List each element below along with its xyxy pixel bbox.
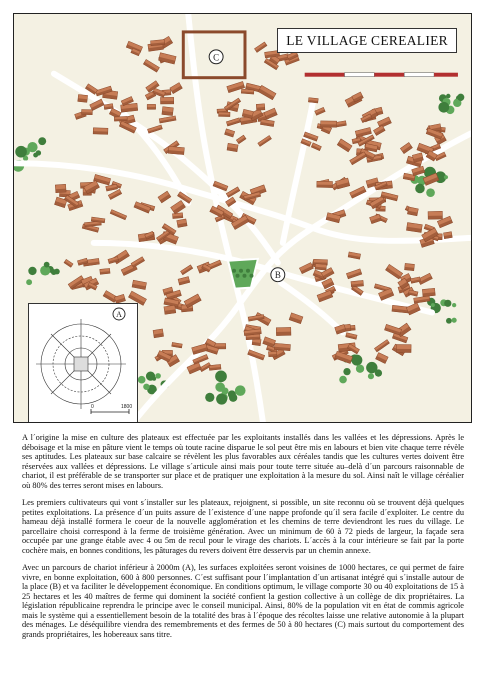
tree-clump (452, 318, 457, 323)
tree-clump (27, 142, 37, 152)
tree-clump (216, 394, 227, 405)
square-tree (236, 274, 240, 278)
village-map (13, 13, 472, 423)
tree-clump (452, 303, 456, 307)
tree-clump (446, 318, 452, 324)
square-tree (239, 269, 243, 273)
tree-clump (221, 388, 228, 395)
inset-scale (91, 404, 132, 414)
paragraph-1: A l´origine la mise en culture des plateaux est effectuée par les exploitants installés dans les vallées et les dépressions. Après le déboisage et la mise en pâture vient le temps où toute racine disparue le sol peut être mis en labours et bien vite chaque terre révèle ses aptitudes. Les plateaux sur base calcaire se révèlent les plus favorables aux céréales tandis que les cultures vertes doivent être réservées aux vallées et dépressions. Le village s´articule ainsi mais pour toute terre située au–delà d´un parcours raisonnable de chariot, il est préférable de se transporter sur place et de pratiquer une exploitation à la mesure du sol. Ainsi naît le village céréalier où 80% des terres seront mises en labours. (22, 433, 464, 490)
tree-clump (431, 303, 435, 307)
paragraph-3: Avec un parcours de chariot inférieur à 2000m (A), les surfaces exploitées seront voisines de 1000 hectares, ce qui permet de faire vivre, en bonne exploitation, 600 à 800 personnes. C´est suffisant pour l´implantation d´un artisanat intégré qui s´installe autour de la place (B) et va faciliter le développement économique. En conditions optimum, le village comporte 30 ou 40 exploitations de 15 à 25 hectares et les 40 maîtres de ferme qui dominent la société confient la gestion collective à un collège de dix propriétaires. La législation républicaine reprendra le principe avec le conseil municipal. Ainsi, 80% de la population vit en état de commis agricole mais le système qui a essentiellement besoin de la totalité des bras à l´époque des récoltes laisse une relative autonomie à la plupart des ménages. Le déséquilibre viendra des remembrements et des fermes de 50 à 80 hectares (C) mais surtout du comportement des grands propriétaires, les hobereaux sans titre. (22, 563, 464, 639)
tree-clump (446, 94, 450, 98)
tree-clump (28, 267, 36, 275)
tree-clump (339, 376, 347, 384)
farm-building (315, 264, 326, 270)
svg-text:C: C (213, 52, 220, 63)
farm-building (209, 364, 221, 370)
farm-building (276, 327, 291, 335)
tree-clump (15, 146, 27, 158)
farm-building (396, 345, 411, 353)
tree-clump (368, 373, 374, 379)
farm-building (114, 116, 127, 121)
descriptive-text (22, 433, 464, 647)
farm-building (177, 219, 187, 228)
inset-radius-map (28, 303, 138, 423)
tree-clump (228, 390, 236, 398)
svg-text:1800: 1800 (121, 404, 133, 410)
square-tree (249, 274, 253, 278)
farm-building (168, 146, 184, 154)
inset-diagram (29, 304, 137, 422)
tree-clump (444, 300, 451, 307)
farm-building (268, 351, 277, 357)
paragraph-2: Les premiers cultivateurs qui vont s´installer sur les plateaux, rejoignent, si possible, un site reconnu où se trouvent déjà quelques petites exploitations. La présence d´un puits assure de l´existence d´une nappe profonde qu´il sera facile d´exploiter. Le centre du hameau déjà installé formera le coeur de la nouvelle agglomération et les chemins de terre deviendront les rues du village. Le parcellaire choisi correspond à la ferme de troisième génération. Avec un minimum de 60 à 72 pieds de largeur, la façade sera occupée par une grange étable avec 4 ou 5m de recul pour le virage des chariots. L´accès à la cour intérieure se fait par la porte cochère mais, en bonnes conditions, les pâturages du revers doivent être desservis par un chemin annexe. (22, 498, 464, 555)
tree-clump (205, 393, 214, 402)
farm-building (100, 268, 110, 274)
svg-text:0: 0 (91, 404, 94, 410)
map-title: LE VILLAGE CEREALIER (277, 28, 457, 53)
tree-clump (457, 94, 464, 101)
farm-building (151, 40, 165, 46)
tree-clump (438, 102, 449, 113)
farm-building (274, 343, 290, 351)
tree-clump (215, 370, 227, 382)
farm-building (55, 184, 66, 192)
svg-text:B: B (274, 270, 281, 281)
marker-c (209, 50, 223, 64)
farm-building (321, 121, 337, 127)
tree-clump (444, 175, 448, 179)
farm-building (147, 104, 155, 109)
tree-clump (155, 373, 161, 379)
farm-building (351, 280, 364, 287)
square-tree (232, 269, 236, 273)
tree-clump (51, 269, 57, 275)
tree-clump (375, 369, 382, 376)
farm-building (428, 211, 442, 219)
farm-building (444, 232, 453, 239)
farm-building (172, 213, 182, 219)
farm-building (160, 97, 173, 104)
tree-clump (356, 365, 364, 373)
tree-clump (343, 368, 350, 375)
tree-clump (426, 188, 435, 197)
tree-clump (44, 262, 50, 268)
farm-building (422, 288, 435, 296)
inset-marker-a (113, 308, 125, 320)
tree-clump (36, 150, 41, 155)
farm-building (78, 95, 88, 103)
farm-building (308, 98, 318, 103)
farm-building (404, 263, 414, 270)
tree-clump (26, 279, 32, 285)
svg-text:A: A (116, 310, 122, 319)
farm-building (227, 143, 238, 151)
farm-building (317, 181, 333, 187)
square-tree (246, 269, 250, 273)
tree-clump (146, 372, 155, 381)
farm-building (162, 107, 173, 116)
tree-clump (235, 385, 246, 396)
tree-clump (138, 376, 146, 384)
farm-building (82, 109, 93, 114)
farm-building (256, 104, 265, 111)
tree-clump (415, 184, 425, 194)
farm-building (241, 89, 254, 94)
farm-building (93, 128, 108, 135)
marker-b (271, 268, 285, 282)
map-scale-bar (305, 73, 458, 77)
square-tree (243, 274, 247, 278)
tree-clump (38, 137, 46, 145)
farm-building (219, 112, 230, 117)
farm-building (164, 305, 176, 314)
farm-building (252, 338, 261, 345)
tree-clump (143, 384, 149, 390)
farm-building (153, 329, 164, 338)
